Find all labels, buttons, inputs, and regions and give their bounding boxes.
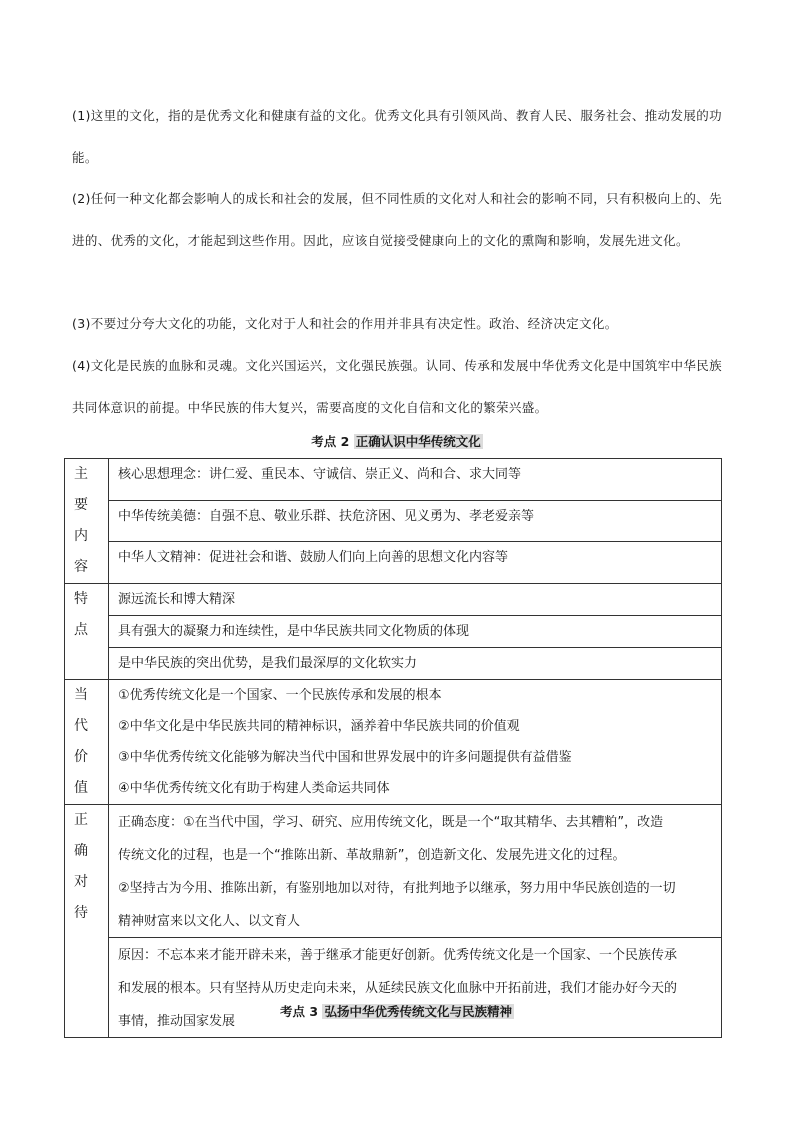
table-row — [65, 542, 722, 584]
paragraph-3: (3)不要过分夸大文化的功能，文化对于人和社会的作用并非具有决定性。政治、经济决定文化。 — [72, 316, 618, 331]
text-line: 事情，推动国家发展 — [118, 1014, 236, 1029]
table-cell: 是中华民族的突出优势，是我们最深厚的文化软实力 — [109, 648, 722, 680]
category-label-line: 特点 — [74, 591, 88, 638]
category-label-line: 价值 — [74, 749, 88, 796]
category-label-line: 主要 — [74, 466, 88, 513]
table-row — [65, 500, 722, 542]
value-item: ①优秀传统文化是一个国家、一个民族传承和发展的根本 — [118, 688, 442, 703]
reason-cell — [109, 938, 722, 1038]
table-cell: 核心思想理念：讲仁爱、重民本、守诚信、崇正义、尚和合、求大同等 — [109, 459, 722, 501]
category-contemporary-value — [65, 680, 109, 805]
paragraph-2: (2)任何一种文化都会影响人的成长和社会的发展，但不同性质的文化对人和社会的影响不同，只有积极向上的、先进的、优秀的文化，才能起到这些作用。因此，应该自觉接受健康向上的文化的熏陶和影响，发展先进文化。 — [72, 191, 722, 248]
text-line: 原因：不忘本来才能开辟未来，善于继承才能更好创新。优秀传统文化是一个国家、一个民族传承 — [118, 948, 678, 963]
section-3-prefix: 考点 3 — [280, 1004, 319, 1019]
value-item: ②中华文化是中华民族共同的精神标识，涵养着中华民族共同的价值观 — [118, 719, 520, 734]
correct-attitude-cell — [109, 805, 722, 938]
table-row — [65, 584, 722, 616]
section-2-heading — [0, 432, 794, 450]
value-cell — [109, 680, 722, 805]
table-row — [65, 680, 722, 805]
category-main-content — [65, 459, 109, 584]
section-3-heading — [0, 1002, 794, 1020]
table-row — [65, 648, 722, 680]
value-item: ③中华优秀传统文化能够为解决当代中国和世界发展中的许多问题提供有益借鉴 — [118, 750, 572, 765]
text-line: 和发展的根本。只有坚持从历史走向未来，从延续民族文化血脉中开拓前进，我们才能办好今天的 — [118, 981, 678, 996]
table-row — [65, 938, 722, 1038]
table-cell: 具有强大的凝聚力和连续性，是中华民族共同文化物质的体现 — [109, 616, 722, 648]
paragraph-4: (4)文化是民族的血脉和灵魂。文化兴国运兴，文化强民族强。认同、传承和发展中华优秀文化是中国筑牢中华民族共同体意识的前提。中华民族的伟大复兴，需要高度的文化自信和文化的繁荣兴盛。 — [72, 358, 722, 415]
table-row — [65, 459, 722, 501]
value-item: ④中华优秀传统文化有助于构建人类命运共同体 — [118, 781, 390, 796]
text-line: 传统文化的过程，也是一个“推陈出新、革故鼎新”，创造新文化、发展先进文化的过程。 — [118, 848, 626, 863]
table-row — [65, 616, 722, 648]
text-line: 精神财富来以文化人、以文育人 — [118, 914, 301, 929]
section-3-title: 弘扬中华优秀传统文化与民族精神 — [324, 1004, 512, 1019]
category-label-line: 正确 — [74, 812, 88, 859]
table-cell: 源远流长和博大精深 — [109, 584, 722, 616]
category-features — [65, 584, 109, 680]
paragraph-1: (1)这里的文化，指的是优秀文化和健康有益的文化。优秀文化具有引领风尚、教育人民、服务社会、推动发展的功能。 — [72, 108, 722, 165]
text-line: ②坚持古为今用、推陈出新，有鉴别地加以对待，有批判地予以继承，努力用中华民族创造的一切 — [118, 881, 676, 896]
table-cell: 中华传统美德：自强不息、敬业乐群、扶危济困、见义勇为、孝老爱亲等 — [109, 500, 722, 542]
section-2-prefix: 考点 2 — [311, 434, 350, 449]
category-label-line: 内容 — [74, 528, 88, 575]
category-label-line: 对待 — [74, 874, 88, 921]
table-cell: 中华人文精神：促进社会和谐、鼓励人们向上向善的思想文化内容等 — [109, 542, 722, 584]
text-line: 正确态度：①在当代中国，学习、研究、应用传统文化，既是一个“取其精华、去其糟粕”，改造 — [118, 815, 664, 830]
traditional-culture-table — [64, 458, 722, 1038]
table-row — [65, 805, 722, 938]
section-2-title: 正确认识中华传统文化 — [355, 434, 481, 449]
category-label-line: 当代 — [74, 687, 88, 734]
